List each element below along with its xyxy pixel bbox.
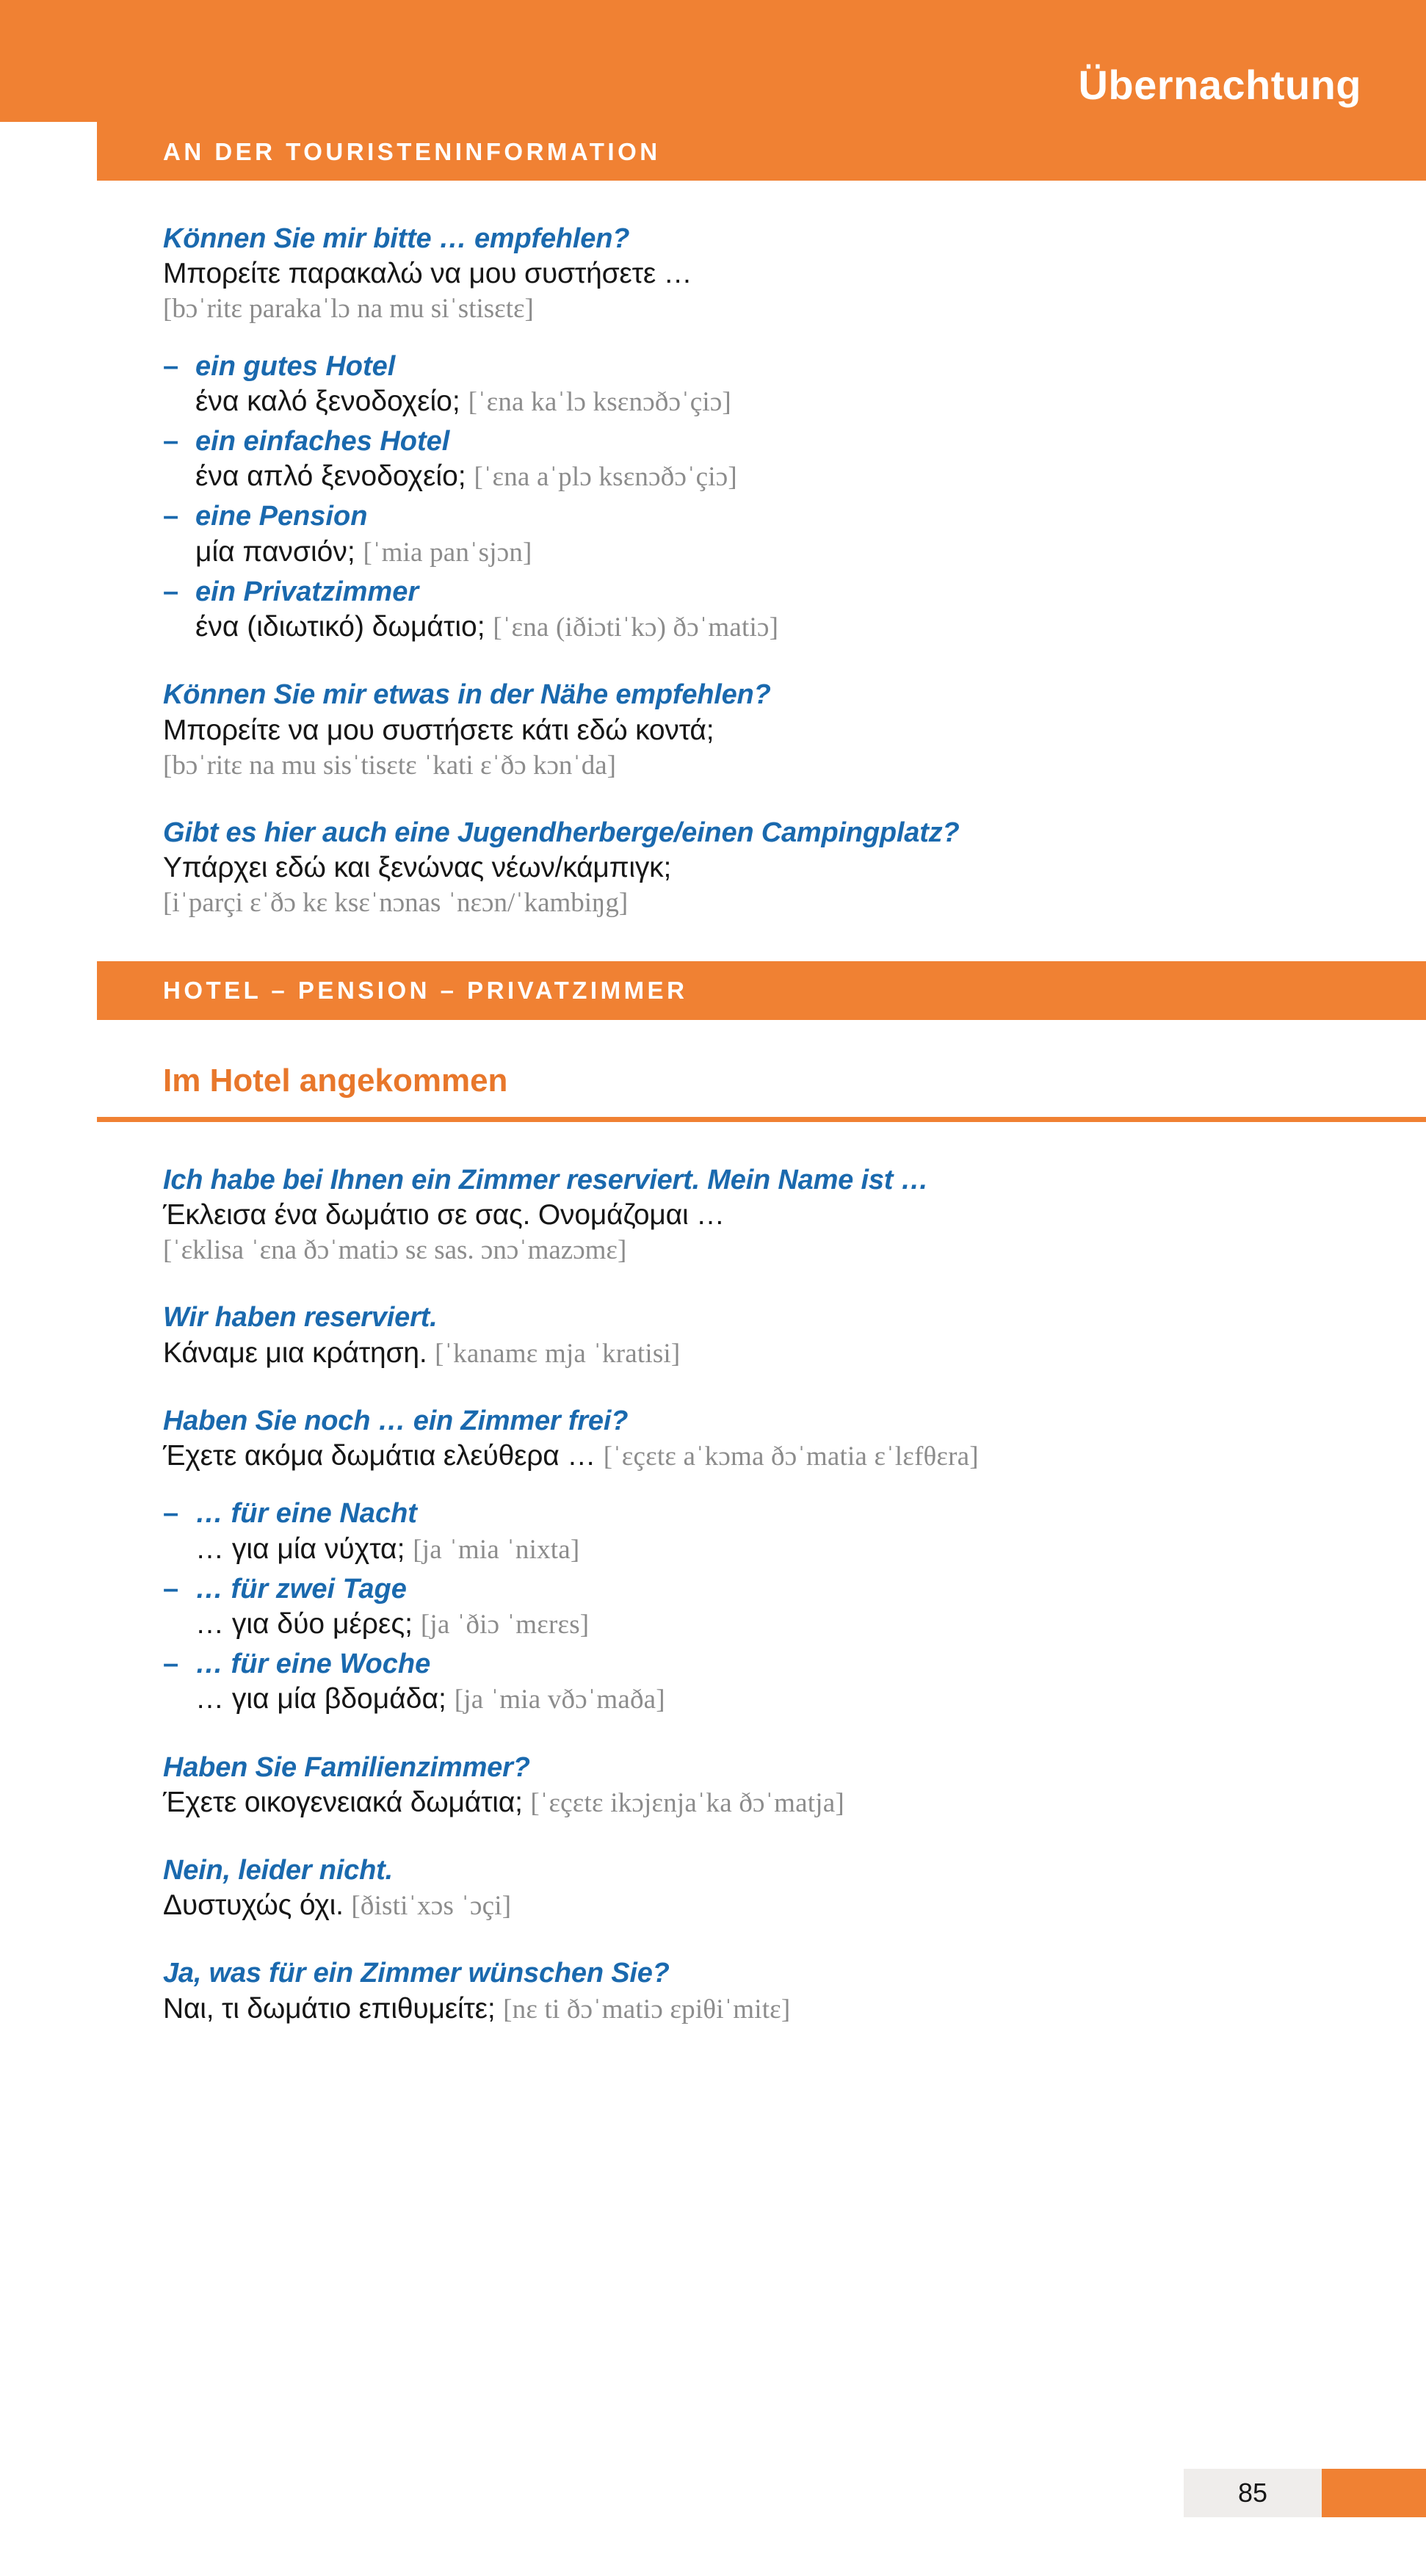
phrase-greek: Μπορείτε παρακαλώ να μου συστήσετε … (163, 258, 692, 290)
bullet-german: ein Privatzimmer (195, 576, 419, 607)
bullet-german: ein gutes Hotel (195, 350, 396, 382)
bullet-greek: … για μία βδομάδα; (195, 1683, 446, 1715)
phrase-transcription: [nɛ ti ðɔˈmatiɔ ɛpiθiˈmitɛ] (503, 1994, 791, 2025)
bullet-greek: μία πανσιόν; (195, 535, 355, 568)
bullet-transcription: [ja ˈmia vðɔˈmaða] (454, 1685, 665, 1715)
section-bar-hotel (97, 961, 1426, 1020)
bullet-german: ein einfaches Hotel (195, 426, 450, 457)
list-item (163, 1647, 1367, 1718)
subheading-rule (97, 1117, 1426, 1122)
phrase-block (163, 1956, 1367, 2027)
phrase-german: Gibt es hier auch eine Jugendherberge/einen Campingplatz? (163, 817, 960, 848)
dash-bullet: – (163, 426, 179, 457)
phrase-greek: Υπάρχει εδώ και ξενώνας νέων/κάμπιγκ; (163, 852, 672, 884)
bullet-greek-line (163, 609, 1367, 645)
folio-thumb-tab (1322, 2469, 1426, 2517)
bullet-greek: ένα (ιδιωτικό) δωμάτιο; (195, 611, 485, 643)
phrase-german: Ja, was für ein Zimmer wünschen Sie? (163, 1958, 670, 1989)
bullet-greek-line (163, 1681, 1367, 1718)
running-head (0, 0, 1426, 122)
bullet-greek-line (163, 458, 1367, 495)
phrase-german: Haben Sie noch … ein Zimmer frei? (163, 1405, 629, 1436)
phrase-block (163, 1163, 1367, 1269)
phrase-greek-line (163, 1438, 1367, 1475)
phrase-german: Können Sie mir bitte … empfehlen? (163, 223, 630, 254)
dash-bullet: – (163, 350, 179, 382)
section-bar-label: AN DER TOURISTENINFORMATION (163, 137, 661, 165)
phrase-german: Können Sie mir etwas in der Nähe empfehlen? (163, 679, 771, 711)
running-head-title: Übernachtung (1078, 62, 1361, 108)
bullet-list (163, 350, 1367, 646)
phrase-block (163, 1300, 1367, 1371)
section-content (0, 1163, 1426, 2027)
phrase-german: Haben Sie Familienzimmer? (163, 1751, 530, 1783)
phrase-german: Ich habe bei Ihnen ein Zimmer reserviert. Mein Name ist … (163, 1164, 929, 1195)
section-bar-label: HOTEL – PENSION – PRIVATZIMMER (163, 977, 688, 1005)
bullet-greek: ένα καλό ξενοδοχείο; (195, 385, 460, 417)
phrase-greek-line (163, 1784, 1367, 1821)
bullet-transcription: [ja ˈðiɔ ˈmɛrɛs] (420, 1610, 590, 1640)
list-item (163, 499, 1367, 570)
phrase-greek: Ναι, τι δωμάτιο επιθυμείτε; (163, 1992, 496, 2025)
phrase-greek: Έκλεισα ένα δωμάτιο σε σας. Ονομάζομαι … (163, 1199, 725, 1231)
bullet-greek-line (163, 383, 1367, 420)
bullet-transcription: [ˈɛna (iðiɔtiˈkɔ) ðɔˈmatiɔ] (493, 612, 779, 643)
bullet-german: eine Pension (195, 501, 368, 532)
bullet-german: … für eine Nacht (195, 1498, 417, 1530)
section-touristeninformation (0, 122, 1426, 922)
page-footer (0, 2453, 1426, 2576)
section-content (0, 222, 1426, 922)
phrase-block (163, 1751, 1367, 1821)
phrase-block (163, 678, 1367, 784)
dash-bullet: – (163, 576, 179, 607)
bullet-transcription: [ˈɛna kaˈlɔ ksɛnɔðɔˈçiɔ] (468, 386, 731, 417)
list-item (163, 350, 1367, 420)
bullet-german: … für eine Woche (195, 1649, 431, 1680)
list-item (163, 424, 1367, 495)
phrase-transcription: [ðistiˈxɔs ˈɔçi] (351, 1891, 512, 1922)
phrase-transcription: [ˈɛçɛtɛ aˈkɔma ðɔˈmatia ɛˈlɛfθɛra] (603, 1441, 979, 1472)
folio-box (1184, 2469, 1322, 2517)
phrase-block (163, 1404, 1367, 1718)
phrase-greek-line (163, 1887, 1367, 1924)
subheading-wrap (0, 1064, 1426, 1122)
phrase-greek: Μπορείτε να μου συστήσετε κάτι εδώ κοντά; (163, 714, 714, 746)
phrase-transcription: [ˈkanamɛ mja ˈkratisi] (435, 1338, 681, 1369)
page-number: 85 (1237, 2478, 1268, 2508)
dash-bullet: – (163, 1573, 179, 1604)
bullet-list (163, 1497, 1367, 1718)
dash-bullet: – (163, 1498, 179, 1530)
phrase-block (163, 222, 1367, 645)
phrase-block (163, 1853, 1367, 1924)
bullet-german: … für zwei Tage (195, 1573, 407, 1604)
phrase-transcription: [ˈɛçɛtɛ ikɔjɛnjaˈka ðɔˈmatja] (530, 1787, 844, 1818)
phrase-greek: Έχετε ακόμα δωμάτια ελεύθερα … (163, 1440, 596, 1472)
subheading: Im Hotel angekommen (163, 1062, 508, 1099)
phrase-german: Wir haben reserviert. (163, 1302, 438, 1334)
phrase-greek-line (163, 1991, 1367, 2027)
phrase-german: Nein, leider nicht. (163, 1855, 393, 1886)
bullet-greek: ένα απλό ξενοδοχείο; (195, 460, 466, 493)
dash-bullet: – (163, 1649, 179, 1680)
section-hotel-pension-privatzimmer (0, 961, 1426, 2027)
bullet-greek-line (163, 1531, 1367, 1568)
section-bar-touristeninformation (97, 122, 1426, 181)
list-item (163, 1572, 1367, 1643)
dash-bullet: – (163, 501, 179, 532)
list-item (163, 575, 1367, 645)
bullet-greek: … για μία νύχτα; (195, 1533, 405, 1565)
phrase-transcription: [bɔˈritɛ parakaˈlɔ na mu siˈstisɛtɛ] (163, 294, 534, 325)
bullet-greek-line (163, 534, 1367, 571)
phrase-transcription: [iˈparçi ɛˈðɔ kɛ ksɛˈnɔnas ˈnɛɔn/ˈkambiŋg] (163, 888, 629, 919)
bullet-greek: … για δύο μέρες; (195, 1608, 413, 1640)
phrase-greek: Έχετε οικογενειακά δωμάτια; (163, 1786, 523, 1818)
phrase-block (163, 816, 1367, 922)
phrase-greek: Κάναμε μια κράτηση. (163, 1336, 427, 1369)
phrase-transcription: [ˈɛklisa ˈɛna ðɔˈmatiɔ sɛ sas. ɔnɔˈmazɔmɛ] (163, 1235, 627, 1266)
phrase-greek: Δυστυχώς όχι. (163, 1889, 344, 1922)
bullet-transcription: [ˈmia panˈsjɔn] (363, 537, 532, 568)
phrase-greek-line (163, 1335, 1367, 1372)
bullet-transcription: [ja ˈmia ˈnixta] (413, 1534, 580, 1565)
bullet-greek-line (163, 1606, 1367, 1643)
phrase-transcription: [bɔˈritɛ na mu sisˈtisɛtɛ ˈkati ɛˈðɔ kɔnˈda] (163, 750, 616, 781)
bullet-transcription: [ˈɛna aˈplɔ ksɛnɔðɔˈçiɔ] (474, 462, 737, 493)
page-body (0, 122, 1426, 2027)
list-item (163, 1497, 1367, 1567)
